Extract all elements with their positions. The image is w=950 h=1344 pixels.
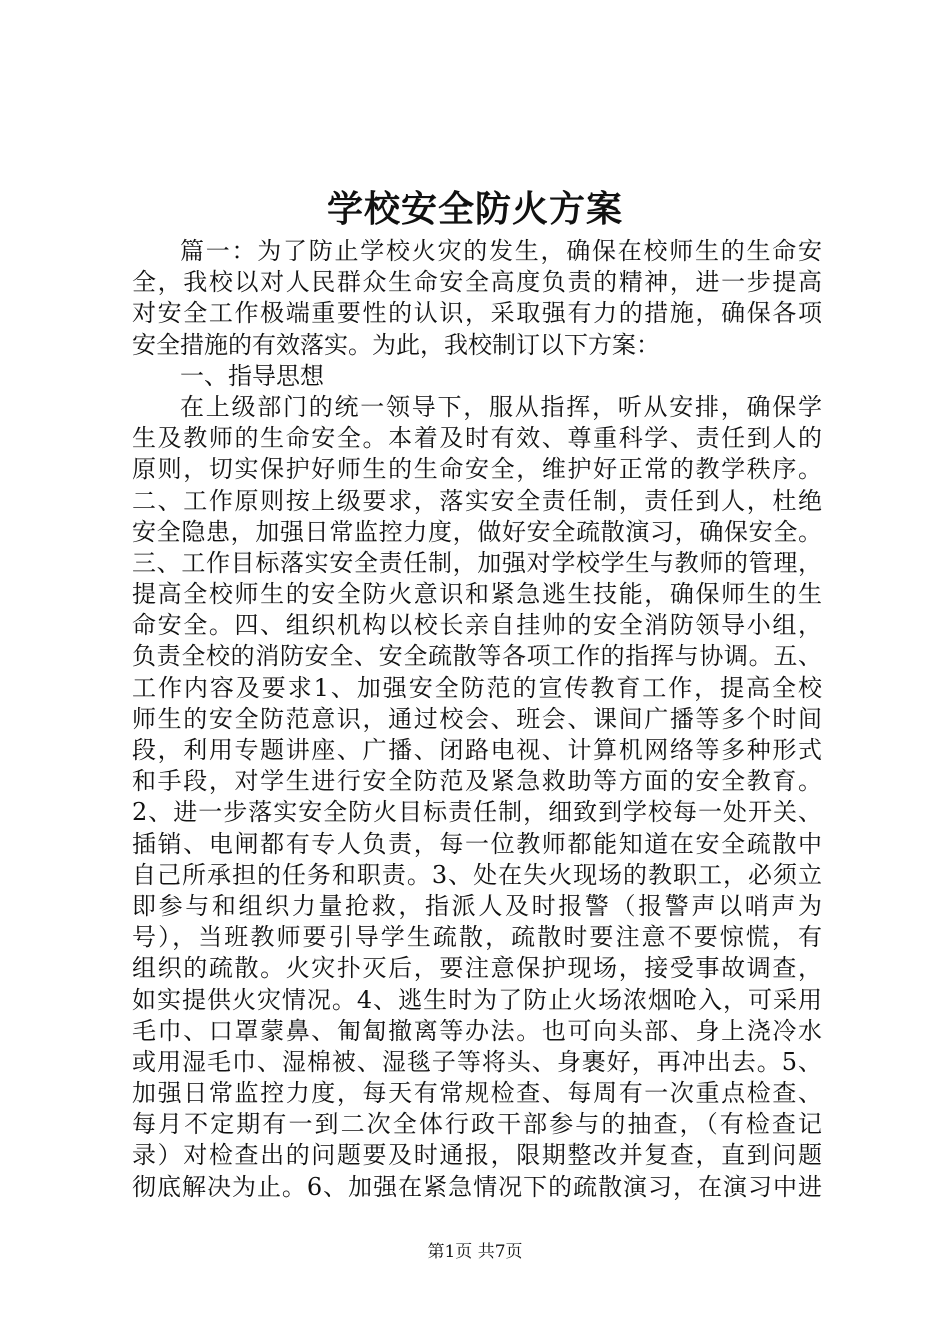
body-line: 命安全。四、组织机构以校长亲自挂帅的安全消防领导小组， (132, 611, 822, 640)
body-line: 提高全校师生的安全防火意识和紧急逃生技能，确保师生的生 (132, 580, 822, 609)
body-line: 原则，切实保护好师生的生命安全，维护好正常的教学秩序。 (132, 455, 822, 484)
body-line: 二、工作原则按上级要求，落实安全责任制，责任到人，杜绝 (132, 486, 822, 515)
body-line: 录）对检查出的问题要及时通报，限期整改并复查，直到问题 (132, 1141, 822, 1170)
document-body (132, 236, 822, 1203)
body-line: 和手段，对学生进行安全防范及紧急救助等方面的安全教育。 (132, 767, 822, 796)
body-line: 号），当班教师要引导学生疏散，疏散时要注意不要惊慌，有 (132, 923, 822, 952)
body-line: 生及教师的生命安全。本着及时有效、尊重科学、责任到人的 (132, 424, 822, 453)
body-line: 如实提供火灾情况。4、逃生时为了防止火场浓烟呛入，可采用 (132, 985, 822, 1014)
body-line: 组织的疏散。火灾扑灭后，要注意保护现场，接受事故调查， (132, 954, 822, 983)
body-line: 或用湿毛巾、湿棉被、湿毯子等将头、身裹好，再冲出去。5、 (132, 1047, 822, 1076)
body-line: 负责全校的消防安全、安全疏散等各项工作的指挥与协调。五、 (132, 642, 822, 671)
body-line: 全，我校以对人民群众生命安全高度负责的精神，进一步提高 (132, 268, 822, 297)
body-line: 安全隐患，加强日常监控力度，做好安全疏散演习，确保安全。 (132, 517, 822, 546)
body-line: 即参与和组织力量抢救，指派人及时报警（报警声以哨声为 (132, 891, 822, 920)
body-line: 加强日常监控力度，每天有常规检查、每周有一次重点检查、 (132, 1079, 822, 1108)
body-line: 三、工作目标落实安全责任制，加强对学校学生与教师的管理， (132, 548, 822, 577)
body-line: 师生的安全防范意识，通过校会、班会、课间广播等多个时间 (132, 704, 822, 733)
document-title: 学校安全防火方案 (326, 188, 623, 230)
body-line: 毛巾、口罩蒙鼻、匍匐撤离等办法。也可向头部、身上浇冷水 (132, 1016, 822, 1045)
body-line: 插销、电闸都有专人负责，每一位教师都能知道在安全疏散中 (132, 829, 822, 858)
body-line: 工作内容及要求1、加强安全防范的宣传教育工作，提高全校 (132, 673, 822, 702)
body-line: 段，利用专题讲座、广播、闭路电视、计算机网络等多种形式 (132, 736, 822, 764)
body-line: 一、指导思想 (180, 361, 324, 390)
body-line: 每月不定期有一到二次全体行政干部参与的抽查，（有检查记 (132, 1110, 822, 1139)
body-line: 2、进一步落实安全防火目标责任制，细致到学校每一处开关、 (132, 798, 822, 827)
page-footer: 第1页 共7页 (427, 1242, 523, 1262)
body-line: 篇一：为了防止学校火灾的发生，确保在校师生的生命安 (180, 237, 822, 265)
body-line: 自己所承担的任务和职责。3、处在失火现场的教职工，必须立 (132, 860, 822, 889)
body-line: 安全措施的有效落实。为此，我校制订以下方案： (132, 330, 660, 359)
body-line: 对安全工作极端重要性的认识，采取强有力的措施，确保各项 (132, 299, 822, 328)
body-line: 在上级部门的统一领导下，服从指挥，听从安排，确保学 (180, 392, 822, 421)
body-line: 彻底解决为止。6、加强在紧急情况下的疏散演习，在演习中进 (132, 1172, 822, 1201)
